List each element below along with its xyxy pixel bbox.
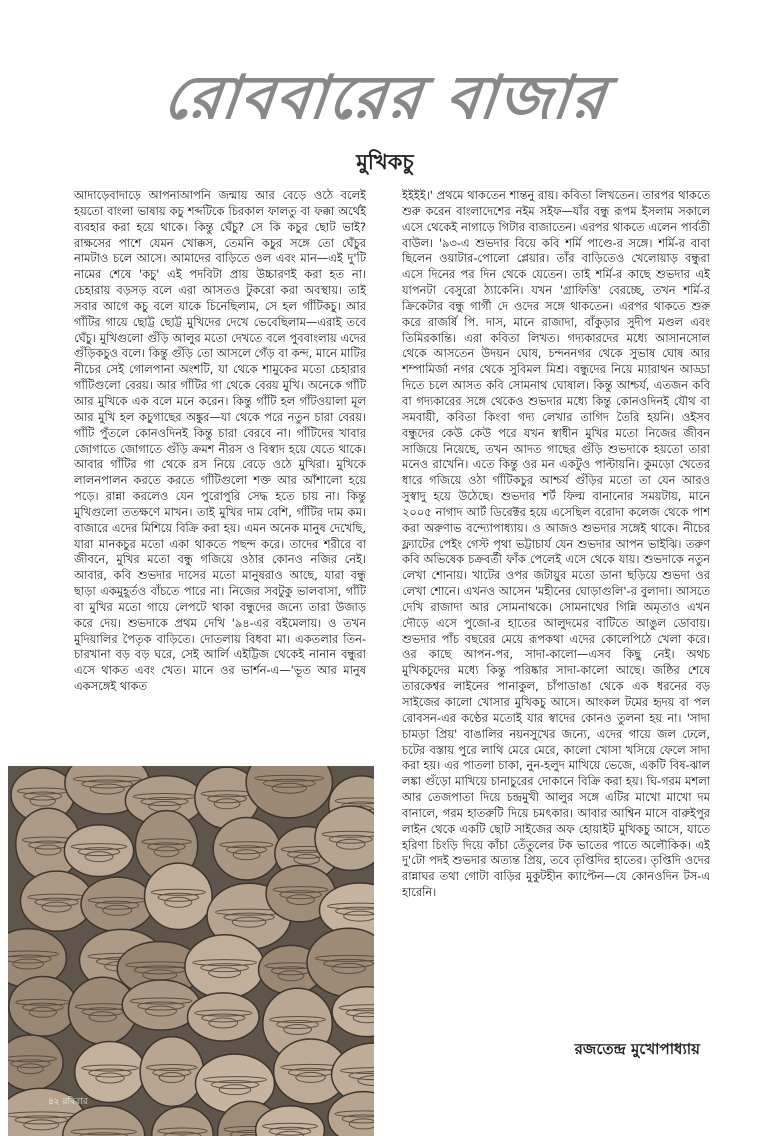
- tuber-shape: [64, 825, 133, 877]
- taro-photo: [8, 766, 374, 1136]
- tuber-shape: [213, 818, 280, 880]
- article-title: মুখিকচু: [356, 150, 414, 174]
- tuber-shape: [187, 993, 259, 1041]
- article-body-left: আদাড়েবাদাড়ে আপনাআপনি জন্মায় আর বেড়ে ওঠে বলেই হয়তো বাংলা ভাষায় কচু শব্দটিকে চিরকাল ফালতু বা ফক্কা অর্থেই ব্যবহার করা হয়ে থাকে। কিন্তু ঘেঁচু? সে কি কচুর ছোট ভাই? রাক্ষসের পাশে যেমন খোক্কস, তেমনি কচুর সঙ্গে তো ঘেঁচুর নামটাও চলে আসে। আমাদের বাড়িতে ওল এবং মান—এই দু'টি নামের শেষে 'কচু' এই পদবিটা প্রায় উচ্চারণই করা হত না। চেহারায় বড়সড় বলে এরা আসতও টুকরো করা অবস্থায়। তাই সবার আগে কচু বলে যাকে চিনেছিলাম, সে হল গাঁটিকচু। আর গাঁটির গায়ে ছোট্ট ছোট্ট মুখিদের দেখে ভেবেছিলাম—এরাই তবে ঘেঁচু। মুখিগুলো গুঁড়ি আলুর মতো দেখতে বলে পুববাংলায় এদের গুঁড়িকচুও বলে। কিন্তু গুঁড়ি তো আসলে গেঁড় বা কন্দ, মানে মাটির নীচের সেই গোলপানা অংশটি, যা থেকে শামুকের মতো চেহারার গাঁটিগুলো বেরয়। আর গাঁটির গা থেকে বেরয় মুখি। অনেকে গাঁটি আর মুখিকে এক বলে মনে করেন। কিন্তু গাঁটি হল গাঁটওয়ালা মূল আর মুখি হল কচুগাছের অঙ্কুর—যা থেকে পরে নতুন চারা বেরয়। গাঁটি পুঁতলে কোনওদিনই কিন্তু চারা বেরবে না। গাঁটিদের খাবার জোগাতে জোগাতে গুঁড়ি ক্রমশ নীরস ও বিস্বাদ হয়ে যেতে থাকে। আবার গাঁটির গা থেকে রস নিয়ে বেড়ে ওঠে মুখিরা। মুখিকে লালনপালন করতে করতে গাঁটিগুলো শক্ত আর আঁশালো হয়ে পড়ে। রান্না করলেও যেন পুরোপুরি সেদ্ধ হতে চায় না। কিন্তু মুখিগুলো ততক্ষণে মাখন। তাই মুখির দাম বেশি, গাঁটির দাম কম। বাজারে এদের মিশিয়ে বিক্রি করা হয়। এমন অনেক মানুষ দেখেছি, যারা মানকচুর মতো একা থাকতে পছন্দ করে। তাদের শরীরে বা জীবনে, মুখির মতো বন্ধু গজিয়ে ওঠার কোনও নজির নেই। আবার, কবি শুভদার দাসের মতো মানুষরাও আছে, যারা বন্ধু ছাড়া একমুহূর্তও বাঁচতে পারে না। নিজের সবটুকু ভালবাসা, গাঁটি বা মুখির মতো গায়ে লেপটে থাকা বন্ধুদের জন্যে তারা উজাড় করে দেয়। শুভদাকে প্রথম দেখি '৯৪-এর বইমেলায়। ও তখন মুদিয়ালির পৈতৃক বাড়িতে। দোতলায় বিধবা মা। একতলার তিন-চারখানা বড় বড় ঘরে, সেই আর্লি এইট্টিজ থেকেই নানান বন্ধুরা এসে থাকত এবং খেত। মানে ওর ভার্শন-এ—'ভূত আর মানুষ একসঙ্গেই থাকত: [74, 188, 366, 694]
- byline: রজতেন্দ্র মুখোপাধ্যায়: [574, 1040, 700, 1058]
- taro-tubers-image: [8, 766, 374, 1136]
- article-body-right: ইইইই।' প্রথমে থাকতেন শান্তনু রায়। কবিতা লিখতেন। তারপর থাকতে শুরু করেন বাংলাদেশের নইম সইফ—যাঁর বন্ধু রূপম ইসলাম সকালে এসে থেকেই নাগাড়ে গিটার বাজাতেন। এরপর থাকতে এলেন পার্বতী বাউল। '৯৩-এ শুভদার বিয়ে কবি শর্মি পাণ্ডে-র সঙ্গে। শর্মি-র বাবা ছিলেন ওয়াটার-পোলো প্লেয়ার। তাঁর বাড়িতেও খেলোয়াড় বন্ধুরা এসে দিনের পর দিন থেকে যেতেন। তাই শর্মি-র কাছে শুভদার এই যাপনটা বেসুরো ঠ্যাকেনি। যখন 'গ্রাফিত্তি' বেরচ্ছে, তখন শর্মি-র ক্রিকেটার বন্ধু গার্গী দে ওদের সঙ্গে থাকতেন। এরপর থাকতে শুরু করে রাজর্ষি পি. দাস, মানে রাজাদা, বাঁকুড়ার সুদীপ মণ্ডল এবং তিমিরকান্তি। এরা কবিতা লিখত। গদ্যকারদের মধ্যে আসানসোল থেকে আসতেন উদয়ন ঘোষ, চন্দননগর থেকে সুভাষ ঘোষ আর শম্পামির্জা নগর থেকে সুবিমল মিশ্র। বন্ধুদের নিয়ে ম্যারাথন আড্ডা দিতে চলে আসত কবি সোমনাথ ঘোষাল। কিন্তু আশ্চর্য, এতজন কবি বা গদ্যকারের সঙ্গে থেকেও শুভদার মধ্যে কিন্তু কোনওদিনই যৌথ বা সমবায়ী, কবিতা কিংবা গদ্য লেখার তাগিদ তৈরি হয়নি। ওইসব বন্ধুদের কেউ কেউ পরে যখন স্বাধীন মুখির মতো নিজের জীবন সাজিয়ে নিয়েছে, তখন আদত গাছের গুঁড়ি শুভদাকে হয়তো তারা মনেও রাখেনি। এতে কিন্তু ওর মন একটুও পাল্টায়নি। কুমড়ো খেতের ধারে গজিয়ে ওঠা গাঁটিকচুর আশ্চর্য গুঁড়ির মতো তা যেন আরও সুস্বাদু হয়ে উঠেছে। শুভদার শর্ট ফিল্ম বানানোর সময়টায়, মানে ২০০৫ নাগাদ আর্ট ডিরেক্টর হয়ে এসেছিল বরোদা কলেজ থেকে পাশ করা অরুণাভ বন্দ্যোপাধ্যায়। ও আজও শুভদার সঙ্গেই থাকে। নীচের ফ্ল্যাটের পেইং গেস্ট পৃথা ভট্টাচার্য যেন শুভদার আপন ভাইঝি। তরুণ কবি অভিষেক চক্রবর্তী ফাঁক পেলেই এসে থেকে যায়। শুভদাকে নতুন লেখা শোনায়। খাটের ওপর জটায়ুর মতো ডানা ছড়িয়ে শুভদা ওর লেখা শোনে। এখনও আসেন 'মহীনের ঘোড়াগুলি'-র বুলাদা। আসতে দেখি রাজাদা আর সোমনাথকে। সোমনাথের গিন্নি অমৃতাও এখন দৌড়ে এসে পুজো-র হাতের আলুদমের বাটিতে আঙুল ডোবায়। শুভদার পাঁচ বছরের মেয়ে রূপকথা এদের কোলেপিঠে খেলা করে। ওর কাছে আপন-পর, সাদা-কালো—এসব কিছু নেই। অথচ মুখিকচুদের মধ্যে কিন্তু পরিষ্কার সাদা-কালো আছে। জষ্ঠির শেষে তারকেশ্বর লাইনের পানাকুল, চাঁপাডাঙা থেকে এক ধরনের বড় সাইজের কালো খোসার মুখিকচু আসে। আংকল টমের হৃদয় বা পল রোবসন-এর কণ্ঠের মতোই যার স্বাদের কোনও তুলনা হয় না। 'সাদা চামড়া প্রিয়' বাঙালির নয়নসুখের জন্যে, এদের গায়ে জল ঢেলে, চটের বস্তায় পুরে লাথি মেরে মেরে, কালো খোসা খসিয়ে ফেলে সাদা করা হয়। এর পাতলা চাকা, নুন-হলুদ মাখিয়ে ভেজে, একটি বিষ-ঝাল লঙ্কা গুঁড়ো মাখিয়ে চানাচুরের দোকানে বিক্রি করা হয়। ঘি-গরম মশলা আর তেজপাতা দিয়ে চন্দ্রমুখী আলুর সঙ্গে এটির মাখো মাখো দম বানালে, গরম হাতরুটি দিয়ে চমৎকার। আবার আশ্বিন মাসে বারুইপুর লাইন থেকে একটি ছোট সাইজের অফ হোয়াইট মুখিকচু আসে, যাতে হরিণা চিংড়ি দিয়ে কাঁচা তেঁতুলের টক ভাতের পাতে অলৌকিক। এই দু'টো পদই শুভদার অত্যন্ত প্রিয়, তবে তৃপ্তিদির হাতের। তৃপ্তিদি ওদের রান্নাঘর তথা গোটা বাড়ির মুকুটহীন ক্যাপ্টেন—যে কোনওদিন টস-এ হারেনি।: [402, 188, 710, 900]
- tuber-shape: [145, 863, 213, 929]
- tuber-shape: [9, 976, 77, 1036]
- tuber-shape: [8, 1035, 63, 1090]
- tuber-shape: [140, 1037, 203, 1107]
- tuber-shape: [185, 935, 265, 999]
- tuber-shape: [81, 877, 153, 931]
- page-number: ৪২ রবিবার: [48, 1097, 88, 1107]
- masthead-title: রোববারের বাজার: [160, 63, 611, 133]
